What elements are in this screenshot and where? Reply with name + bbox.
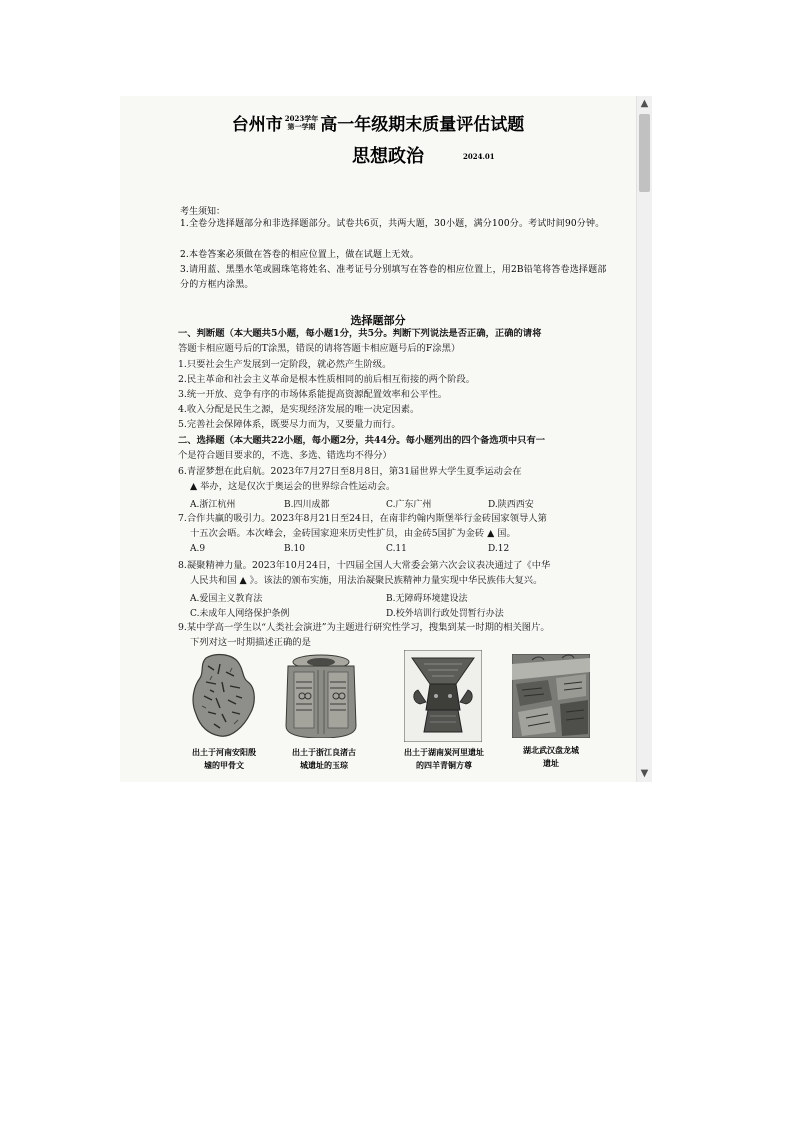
exam-title — [120, 110, 636, 135]
q7-option-c: C.11 — [386, 544, 407, 554]
exam-name: 高一年级期末质量评估试题 — [320, 115, 525, 135]
scroll-down-icon[interactable]: ▼ — [640, 768, 649, 779]
scroll-thumb[interactable] — [639, 114, 650, 192]
school-year: 2023学年 — [284, 113, 319, 123]
caption-jade-cong — [276, 746, 372, 772]
q6-option-d: D.陕西西安 — [488, 500, 534, 510]
q8-option-c: C.未成年人网络保护条例 — [190, 609, 290, 619]
part2-instruction: 个是符合题目要求的，不选、多选、错选均不得分） — [178, 450, 392, 461]
question-7-line-2: 十五次会晤。本次峰会，金砖国家迎来历史性扩员，由金砖5国扩为金砖 ▲ 国。 — [190, 528, 516, 539]
question-3: 3.统一开放、竞争有序的市场体系能提高资源配置效率和公平性。 — [178, 389, 448, 400]
part1-instruction: 答题卡相应题号后的T涂黑，错误的请将答题卡相应题号后的F涂黑） — [178, 343, 461, 354]
q7-option-b: B.10 — [284, 544, 305, 554]
q8-option-a: A.爱国主义教育法 — [190, 594, 263, 604]
oracle-bone-image — [186, 652, 260, 740]
q6-option-a: A.浙江杭州 — [190, 500, 236, 510]
q6-option-c: C.广东广州 — [386, 500, 432, 510]
q7-option-d: D.12 — [488, 544, 510, 554]
caption-jade-cong-line-2: 城遗址的玉琮 — [300, 760, 348, 770]
exam-page — [120, 96, 636, 782]
caption-panlongcheng — [503, 744, 599, 770]
notice-item-2: 2.本卷答案必须做在答卷的相应位置上，做在试题上无效。 — [180, 250, 419, 260]
part2-heading: 二、选择题（本大题共22小题，每小题2分，共44分。每小题列出的四个备选项中只有一 — [178, 435, 546, 446]
caption-jade-cong-line-1: 出土于浙江良渚古 — [292, 747, 356, 757]
q8-option-b: B.无障碍环境建设法 — [386, 594, 468, 604]
term: 第一学期 — [287, 121, 316, 131]
caption-panlongcheng-line-1: 湖北武汉盘龙城 — [523, 745, 579, 755]
question-6-line-2: ▲ 举办，这是仅次于奥运会的世界综合性运动会。 — [190, 481, 396, 492]
notice-item-1: 1.全卷分选择题部分和非选择题部分。试卷共6页，共两大题，30小题，满分100分。考试时间90分钟。 — [180, 219, 605, 229]
question-4: 4.收入分配是民生之源，是实现经济发展的唯一决定因素。 — [178, 404, 420, 415]
panlongcheng-site-image — [512, 654, 590, 738]
school-term — [285, 115, 318, 131]
question-1: 1.只要社会生产发展到一定阶段，就必然产生阶级。 — [178, 359, 392, 370]
notice-item-3: 3.请用蓝、黑墨水笔或圆珠笔将姓名、准考证号分别填写在答卷的相应位置上，用2B铅笔将答卷选择题部分的方框内涂黑。 — [180, 265, 607, 290]
caption-oracle-bone — [176, 746, 272, 772]
city-name: 台州市 — [231, 115, 283, 135]
document-viewer[interactable] — [120, 96, 652, 782]
caption-bronze-zun-line-2: 的四羊青铜方尊 — [416, 760, 472, 770]
notice-heading: 考生须知： — [180, 207, 226, 217]
caption-bronze-zun — [392, 746, 496, 772]
scroll-up-icon[interactable]: ▲ — [640, 98, 649, 109]
vertical-scrollbar[interactable] — [636, 96, 652, 782]
question-9-line-1: 9.某中学高一学生以“人类社会演进”为主题进行研究性学习，搜集到某一时期的相关图片。 — [178, 622, 550, 633]
section-heading: 选择题部分 — [350, 314, 406, 327]
question-8-line-2: 人民共和国 ▲ 》。该法的颁布实施，用法治凝聚民族精神力量实现中华民族伟大复兴。 — [190, 575, 543, 586]
q7-option-a: A.9 — [190, 544, 206, 554]
question-2: 2.民主革命和社会主义革命是根本性质相同的前后相互衔接的两个阶段。 — [178, 374, 476, 385]
question-6-line-1: 6.青涩梦想在此启航。2023年7月27日至8月8日，第31届世界大学生夏季运动会在 — [178, 466, 522, 477]
caption-oracle-bone-line-2: 墟的甲骨文 — [204, 760, 244, 770]
caption-oracle-bone-line-1: 出土于河南安阳殷 — [192, 747, 256, 757]
caption-bronze-zun-line-1: 出土于湖南炭河里遗址 — [404, 747, 484, 757]
q8-option-d: D.校外培训行政处罚暂行办法 — [386, 609, 504, 619]
q6-option-b: B.四川成都 — [284, 500, 330, 510]
jade-cong-image — [282, 652, 360, 738]
caption-panlongcheng-line-2: 遗址 — [543, 758, 559, 768]
bronze-zun-image — [404, 650, 482, 742]
question-8-line-1: 8.凝聚精神力量。2023年10月24日，十四届全国人大常委会第六次会议表决通过了《中华 — [178, 560, 551, 571]
part1-heading: 一、判断题（本大题共5小题，每小题1分，共5分。判断下列说法是否正确，正确的请将 — [178, 328, 542, 339]
subject-title: 思想政治 — [352, 146, 424, 167]
question-9-line-2: 下列对这一时期描述正确的是 — [190, 637, 311, 648]
question-5: 5.完善社会保障体系，既要尽力而为，又要量力而行。 — [178, 419, 401, 430]
question-7-line-1: 7.合作共赢的吸引力。2023年8月21日至24日，在南非约翰内斯堡举行金砖国家领导人第 — [178, 513, 547, 524]
exam-date: 2024.01 — [463, 152, 495, 161]
